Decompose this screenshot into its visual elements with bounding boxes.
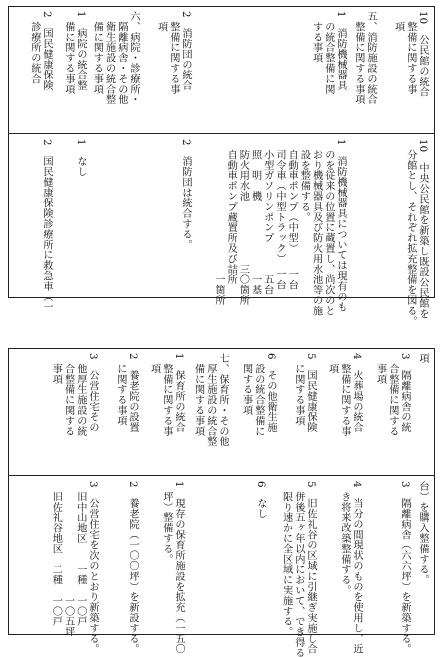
item-6-3: 3 隔離病舎の統 合整備に関する 事項: [374, 353, 410, 437]
measure-7-2: 2 養老院（一〇〇坪）を新設する。: [127, 481, 138, 655]
measure-6-2: 2 国民健康保険診療所に救急車（一: [41, 139, 52, 313]
measure-5-1: 1 消防機械器具については現有のも のを従来の位置に蔵置し、尚次のと おり機械器具及び防火用水池等の施 設を整備する。 自動車ポンプ（中型） 一台 司令車（中型トラック） 一台 小型ガソリンポンプ 五台 照 明 機 一基 防火用水池 三〇箇所 自動車ポンプ蔵置所及び詰所 一箇所: [212, 139, 346, 316]
item-7-2: 2 養老院の設置 に関する事項: [114, 353, 138, 433]
item-7-1: 1 保育所の統合 整備に関する事 項: [148, 353, 184, 437]
item-10-kominkan: 10 公民館の統合 整備に関する事 項: [392, 11, 428, 98]
item-6-1: 1 病院の統合整 備に関する事項: [62, 11, 86, 95]
item-6-5: 5 国民健康保険 に関する事項: [292, 353, 316, 433]
measure-7-1: 1 現存の保育所施設を拡充（一五〇 坪）整備する。: [160, 481, 184, 655]
measure-6-3: 3 隔離病舎（六六坪）を新築する。: [399, 481, 410, 655]
divider: [9, 133, 434, 134]
item-5-2: 2 消防団の統合 整備に関する事 項: [155, 11, 191, 95]
item-6-4: 4 火葬場の統合 整備に関する事 項: [326, 353, 362, 437]
measure-5-2: 2 消防団は統合する。: [180, 139, 191, 250]
item-6-2: 2 国民健康保険 診療所の統合: [28, 11, 52, 91]
measure-6-4: 4 当分の間現状のものを使用し、近 き将来改築整備する。: [338, 481, 362, 655]
measure-7-3: 3 公営住宅を次のとおり新築する。 旧中山地区 一種 一〇戸 一〇五坪 旧佐礼谷地区 二種 一〇戸: [50, 481, 98, 655]
item-7-3: 3 公営住宅その 他厚生施設の統 合整備に関する 事項: [50, 353, 98, 437]
item-5-1: 1 消防機械器具 の統合整備に関 する事項: [310, 11, 346, 95]
table-top: [8, 6, 435, 327]
section-5-heading: 五、消防施設の統合 整備に関する事項: [352, 11, 376, 105]
divider: [9, 475, 434, 476]
measure-10: 10 中央公民館を新築し既設公民館を 分館とし、それぞれ拡充整備を図る。: [404, 139, 428, 327]
measure-6-6: 6 なし: [255, 481, 266, 519]
item-continued: 項: [417, 353, 428, 364]
table-bottom: [8, 348, 435, 658]
section-7-heading: 七、保育所・その他 厚生施設の統合整 備に関する事項: [192, 353, 228, 447]
section-6-heading: 六、病院・診療所・ 隔離病舎・その他 衛生施設の統合整 備に関する事項: [91, 11, 139, 105]
item-6-6: 6 その他衛生施 設の統合整備に 関する事項: [240, 353, 276, 437]
measure-continued: 台）を購入整備する。: [417, 481, 428, 585]
measure-6-5: 5 旧佐礼谷の区域に引継ぎ実施し合 併後五ヶ年以内において、でき得る 限り速かに全区域に実施する。: [280, 481, 316, 658]
measure-6-1: 1 なし: [75, 139, 86, 177]
